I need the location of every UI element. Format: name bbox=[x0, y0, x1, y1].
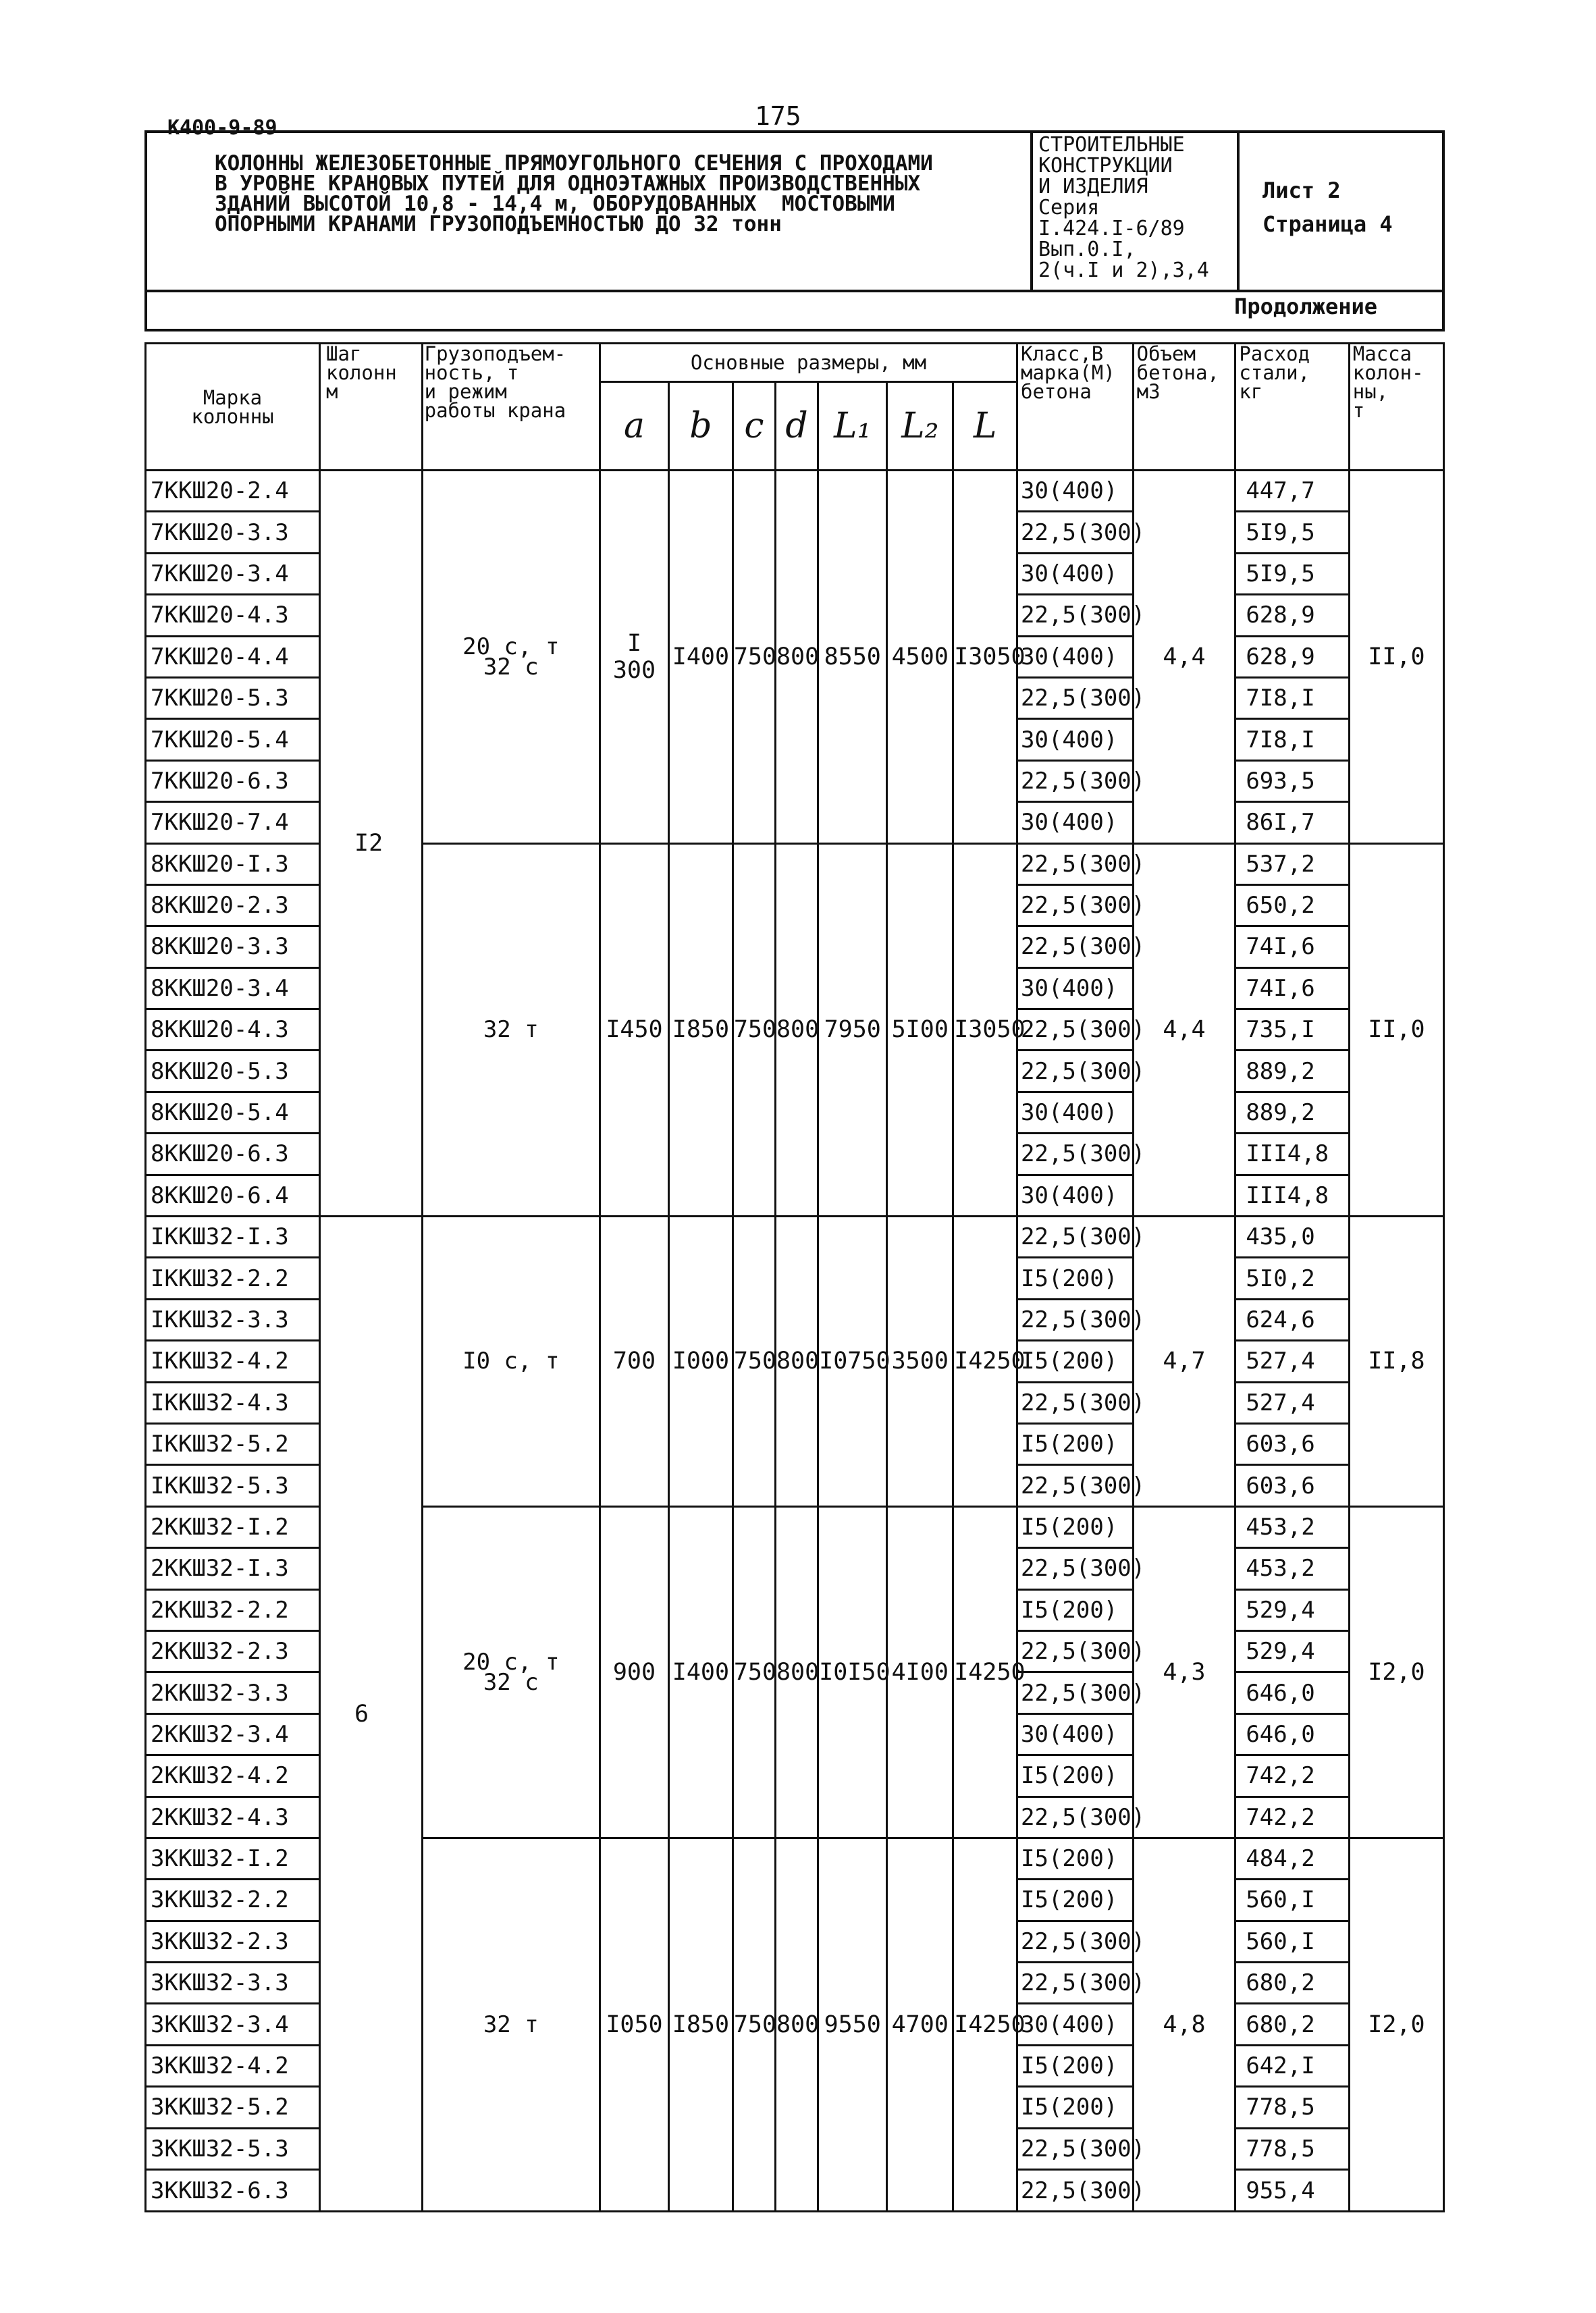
column-step: 6 bbox=[320, 1217, 423, 2212]
header-dim-l2: L₂ bbox=[887, 382, 953, 471]
steel-consumption: 435,0 bbox=[1235, 1217, 1349, 1258]
dim-a: 900 bbox=[600, 1506, 668, 1838]
table-header bbox=[146, 344, 1444, 471]
column-mass: II,8 bbox=[1349, 1217, 1443, 1507]
column-mark: 3ККШ32-3.4 bbox=[146, 2004, 320, 2045]
concrete-class: 22,5(300) bbox=[1017, 926, 1134, 967]
concrete-class: 30(400) bbox=[1017, 1092, 1134, 1133]
header-steel: Расход стали, кг bbox=[1235, 344, 1349, 471]
table-row bbox=[146, 1217, 1444, 1258]
concrete-class: 22,5(300) bbox=[1017, 677, 1134, 718]
steel-consumption: 778,5 bbox=[1235, 2087, 1349, 2128]
steel-consumption: 453,2 bbox=[1235, 1506, 1349, 1547]
concrete-class: 22,5(300) bbox=[1017, 760, 1134, 801]
steel-consumption: III4,8 bbox=[1235, 1134, 1349, 1175]
column-mark: 8ККШ20-5.3 bbox=[146, 1051, 320, 1092]
steel-consumption: III4,8 bbox=[1235, 1175, 1349, 1216]
concrete-class: I5(200) bbox=[1017, 1258, 1134, 1299]
dim-l: I4250 bbox=[953, 1838, 1017, 2211]
concrete-class: 30(400) bbox=[1017, 553, 1134, 594]
concrete-class: 22,5(300) bbox=[1017, 1009, 1134, 1051]
continuation-row bbox=[144, 292, 1445, 331]
dim-b: I000 bbox=[669, 1217, 733, 1507]
concrete-class: 22,5(300) bbox=[1017, 1797, 1134, 1838]
column-mark: 7ККШ20-2.4 bbox=[146, 471, 320, 512]
concrete-class: I5(200) bbox=[1017, 1341, 1134, 1382]
concrete-class: 30(400) bbox=[1017, 719, 1134, 760]
concrete-class: I5(200) bbox=[1017, 2045, 1134, 2086]
concrete-class: 30(400) bbox=[1017, 471, 1134, 512]
steel-consumption: 537,2 bbox=[1235, 843, 1349, 884]
header-dim-d: d bbox=[775, 382, 818, 471]
dim-l1: I0750 bbox=[818, 1217, 887, 1507]
column-mark: 8ККШ20-6.4 bbox=[146, 1175, 320, 1216]
concrete-class: 22,5(300) bbox=[1017, 2170, 1134, 2212]
steel-consumption: 453,2 bbox=[1235, 1548, 1349, 1589]
concrete-class: I5(200) bbox=[1017, 1755, 1134, 1797]
steel-consumption: 74I,6 bbox=[1235, 926, 1349, 967]
columns-table bbox=[144, 342, 1445, 2212]
steel-consumption: 680,2 bbox=[1235, 2004, 1349, 2045]
concrete-class: I5(200) bbox=[1017, 1506, 1134, 1547]
dim-c: 750 bbox=[733, 471, 775, 844]
title-block bbox=[144, 130, 1445, 292]
concrete-class: 22,5(300) bbox=[1017, 512, 1134, 553]
steel-consumption: 742,2 bbox=[1235, 1797, 1349, 1838]
concrete-class: I5(200) bbox=[1017, 1838, 1134, 1879]
concrete-volume: 4,4 bbox=[1133, 471, 1235, 844]
dim-c: 750 bbox=[733, 1506, 775, 1838]
concrete-class: 30(400) bbox=[1017, 636, 1134, 677]
crane-load: 32 т bbox=[422, 843, 600, 1217]
dim-d: 800 bbox=[775, 1506, 818, 1838]
header-dimensions: Основные размеры, мм bbox=[600, 344, 1017, 382]
concrete-class: 22,5(300) bbox=[1017, 1382, 1134, 1423]
steel-consumption: 628,9 bbox=[1235, 636, 1349, 677]
document-title bbox=[147, 133, 1033, 290]
steel-consumption: 74I,6 bbox=[1235, 967, 1349, 1009]
dim-l2: 4700 bbox=[887, 1838, 953, 2211]
concrete-class: 22,5(300) bbox=[1017, 1217, 1134, 1258]
concrete-volume: 4,7 bbox=[1133, 1217, 1235, 1507]
dim-l1: 8550 bbox=[818, 471, 887, 844]
dim-l: I4250 bbox=[953, 1217, 1017, 1507]
concrete-class: I5(200) bbox=[1017, 1880, 1134, 1921]
sheet-info bbox=[1240, 133, 1442, 290]
column-mark: 8ККШ20-4.3 bbox=[146, 1009, 320, 1051]
column-mass: II,0 bbox=[1349, 843, 1443, 1217]
column-mark: 7ККШ20-3.4 bbox=[146, 553, 320, 594]
crane-load: 32 т bbox=[422, 1838, 600, 2211]
concrete-class: 30(400) bbox=[1017, 802, 1134, 843]
steel-consumption: 742,2 bbox=[1235, 1755, 1349, 1797]
dim-a: I 300 bbox=[600, 471, 668, 844]
dim-a: I050 bbox=[600, 1838, 668, 2211]
column-mass: I2,0 bbox=[1349, 1506, 1443, 1838]
dim-l2: 5I00 bbox=[887, 843, 953, 1217]
steel-consumption: 86I,7 bbox=[1235, 802, 1349, 843]
header-dim-a: a bbox=[600, 382, 668, 471]
concrete-class: 22,5(300) bbox=[1017, 1630, 1134, 1672]
dim-c: 750 bbox=[733, 1838, 775, 2211]
column-mark: 3ККШ32-5.3 bbox=[146, 2128, 320, 2169]
column-mark: 7ККШ20-5.3 bbox=[146, 677, 320, 718]
column-mark: 8ККШ20-6.3 bbox=[146, 1134, 320, 1175]
column-mark: 8ККШ20-2.3 bbox=[146, 884, 320, 926]
table-body bbox=[146, 471, 1444, 2212]
header-concrete-class: Класс,В марка(М) бетона bbox=[1017, 344, 1134, 471]
table-row bbox=[146, 471, 1444, 512]
page-number: 175 bbox=[755, 101, 801, 131]
column-mark: 2ККШ32-4.2 bbox=[146, 1755, 320, 1797]
column-mark: 3ККШ32-2.2 bbox=[146, 1880, 320, 1921]
column-mass: II,0 bbox=[1349, 471, 1443, 844]
steel-consumption: 646,0 bbox=[1235, 1713, 1349, 1755]
dim-l1: 9550 bbox=[818, 1838, 887, 2211]
column-mark: 2ККШ32-I.3 bbox=[146, 1548, 320, 1589]
dim-b: I400 bbox=[669, 1506, 733, 1838]
dim-l2: 4I00 bbox=[887, 1506, 953, 1838]
title-line: КОЛОННЫ ЖЕЛЕЗОБЕТОННЫЕ ПРЯМОУГОЛЬНОГО СЕЧЕНИЯ С ПРОХОДАМИ bbox=[215, 151, 933, 176]
title-line: ЗДАНИЙ ВЫСОТОЙ 10,8 - 14,4 м, ОБОРУДОВАННЫХ МОСТОВЫМИ bbox=[215, 192, 895, 216]
column-mark: 8ККШ20-I.3 bbox=[146, 843, 320, 884]
steel-consumption: 484,2 bbox=[1235, 1838, 1349, 1879]
dim-b: I850 bbox=[669, 843, 733, 1217]
column-mark: 3ККШ32-4.2 bbox=[146, 2045, 320, 2086]
column-mark: 8ККШ20-5.4 bbox=[146, 1092, 320, 1133]
header-step: Шаг колонн м bbox=[320, 344, 423, 471]
concrete-volume: 4,3 bbox=[1133, 1506, 1235, 1838]
dim-b: I850 bbox=[669, 1838, 733, 2211]
column-mark: 3ККШ32-3.3 bbox=[146, 1963, 320, 2004]
column-mark: IККШ32-4.3 bbox=[146, 1382, 320, 1423]
series-line: СТРОИТЕЛЬНЫЕ bbox=[1038, 133, 1185, 157]
steel-consumption: 889,2 bbox=[1235, 1051, 1349, 1092]
dim-d: 800 bbox=[775, 843, 818, 1217]
header-dim-l1: L₁ bbox=[818, 382, 887, 471]
concrete-class: 22,5(300) bbox=[1017, 1051, 1134, 1092]
concrete-class: 22,5(300) bbox=[1017, 1465, 1134, 1506]
series-info bbox=[1033, 133, 1240, 290]
steel-consumption: 693,5 bbox=[1235, 760, 1349, 801]
column-mark: IККШ32-5.2 bbox=[146, 1423, 320, 1464]
steel-consumption: 735,I bbox=[1235, 1009, 1349, 1051]
steel-consumption: 628,9 bbox=[1235, 595, 1349, 636]
column-step: I2 bbox=[320, 471, 423, 1217]
column-mark: 8ККШ20-3.4 bbox=[146, 967, 320, 1009]
steel-consumption: 650,2 bbox=[1235, 884, 1349, 926]
crane-load: 20 с, т 32 с bbox=[422, 471, 600, 844]
series-line: И ИЗДЕЛИЯ bbox=[1038, 175, 1148, 198]
column-mark: IККШ32-4.2 bbox=[146, 1341, 320, 1382]
concrete-class: 22,5(300) bbox=[1017, 2128, 1134, 2169]
dim-d: 800 bbox=[775, 1217, 818, 1507]
column-mark: 2ККШ32-3.4 bbox=[146, 1713, 320, 1755]
steel-consumption: 646,0 bbox=[1235, 1672, 1349, 1713]
dim-l: I4250 bbox=[953, 1506, 1017, 1838]
sheet-line: Лист 2 bbox=[1262, 178, 1341, 203]
column-mark: 2ККШ32-4.3 bbox=[146, 1797, 320, 1838]
steel-consumption: 603,6 bbox=[1235, 1423, 1349, 1464]
column-mark: IККШ32-2.2 bbox=[146, 1258, 320, 1299]
concrete-class: 22,5(300) bbox=[1017, 1548, 1134, 1589]
dim-d: 800 bbox=[775, 1838, 818, 2211]
column-mark: IККШ32-5.3 bbox=[146, 1465, 320, 1506]
column-mark: 7ККШ20-7.4 bbox=[146, 802, 320, 843]
header-mark: Марка колонны bbox=[146, 344, 320, 471]
sheet-line: Страница 4 bbox=[1262, 211, 1393, 237]
steel-consumption: 7I8,I bbox=[1235, 719, 1349, 760]
dim-l1: I0I50 bbox=[818, 1506, 887, 1838]
dim-d: 800 bbox=[775, 471, 818, 844]
steel-consumption: 642,I bbox=[1235, 2045, 1349, 2086]
title-line: В УРОВНЕ КРАНОВЫХ ПУТЕЙ ДЛЯ ОДНОЭТАЖНЫХ ПРОИЗВОДСТВЕННЫХ bbox=[215, 171, 921, 196]
header-dim-l: L bbox=[953, 382, 1017, 471]
steel-consumption: 527,4 bbox=[1235, 1382, 1349, 1423]
steel-consumption: 889,2 bbox=[1235, 1092, 1349, 1133]
column-mark: IККШ32-I.3 bbox=[146, 1217, 320, 1258]
concrete-class: 30(400) bbox=[1017, 967, 1134, 1009]
header-load: Грузоподъем- ность, т и режим работы крана bbox=[422, 344, 600, 471]
concrete-class: 22,5(300) bbox=[1017, 884, 1134, 926]
header-concrete-volume: Объем бетона, м3 bbox=[1133, 344, 1235, 471]
series-line: 2(ч.I и 2),3,4 bbox=[1038, 259, 1209, 282]
steel-consumption: 5I0,2 bbox=[1235, 1258, 1349, 1299]
document-code: К400-9-89 bbox=[167, 116, 277, 140]
concrete-class: 30(400) bbox=[1017, 1175, 1134, 1216]
series-line: Серия bbox=[1038, 196, 1100, 219]
steel-consumption: 529,4 bbox=[1235, 1630, 1349, 1672]
column-mark: 7ККШ20-4.3 bbox=[146, 595, 320, 636]
dim-a: I450 bbox=[600, 843, 668, 1217]
series-line: Вып.0.I, bbox=[1038, 238, 1136, 261]
column-mark: 2ККШ32-3.3 bbox=[146, 1672, 320, 1713]
column-mark: 2ККШ32-2.2 bbox=[146, 1589, 320, 1630]
dim-c: 750 bbox=[733, 843, 775, 1217]
column-mark: 3ККШ32-I.2 bbox=[146, 1838, 320, 1879]
series-line: I.424.I-6/89 bbox=[1038, 217, 1185, 240]
concrete-class: I5(200) bbox=[1017, 1589, 1134, 1630]
column-mark: 7ККШ20-4.4 bbox=[146, 636, 320, 677]
steel-consumption: 680,2 bbox=[1235, 1963, 1349, 2004]
dim-l: I3050 bbox=[953, 843, 1017, 1217]
continuation-label: Продолжение bbox=[1234, 294, 1377, 319]
concrete-class: 22,5(300) bbox=[1017, 1672, 1134, 1713]
concrete-class: 30(400) bbox=[1017, 2004, 1134, 2045]
concrete-class: I5(200) bbox=[1017, 2087, 1134, 2128]
steel-consumption: 955,4 bbox=[1235, 2170, 1349, 2212]
dim-l2: 3500 bbox=[887, 1217, 953, 1507]
column-mark: 2ККШ32-2.3 bbox=[146, 1630, 320, 1672]
series-line: КОНСТРУКЦИИ bbox=[1038, 154, 1173, 178]
column-mark: 2ККШ32-I.2 bbox=[146, 1506, 320, 1547]
concrete-class: 22,5(300) bbox=[1017, 1921, 1134, 1962]
column-mark: 3ККШ32-5.2 bbox=[146, 2087, 320, 2128]
dim-c: 750 bbox=[733, 1217, 775, 1507]
crane-load: I0 с, т bbox=[422, 1217, 600, 1507]
column-mark: 7ККШ20-6.3 bbox=[146, 760, 320, 801]
crane-load: 20 с, т 32 с bbox=[422, 1506, 600, 1838]
header-dim-c: c bbox=[733, 382, 775, 471]
concrete-class: 22,5(300) bbox=[1017, 1963, 1134, 2004]
steel-consumption: 560,I bbox=[1235, 1921, 1349, 1962]
steel-consumption: 447,7 bbox=[1235, 471, 1349, 512]
header-mass: Масса колон- ны, т bbox=[1349, 344, 1443, 471]
concrete-class: 22,5(300) bbox=[1017, 1299, 1134, 1340]
steel-consumption: 527,4 bbox=[1235, 1341, 1349, 1382]
column-mark: 8ККШ20-3.3 bbox=[146, 926, 320, 967]
concrete-class: 22,5(300) bbox=[1017, 595, 1134, 636]
header-dim-b: b bbox=[669, 382, 733, 471]
column-mass: I2,0 bbox=[1349, 1838, 1443, 2211]
dim-l1: 7950 bbox=[818, 843, 887, 1217]
title-line: ОПОРНЫМИ КРАНАМИ ГРУЗОПОДЪЕМНОСТЬЮ ДО 32 тонн bbox=[215, 212, 782, 236]
steel-consumption: 5I9,5 bbox=[1235, 512, 1349, 553]
dim-a: 700 bbox=[600, 1217, 668, 1507]
concrete-class: 22,5(300) bbox=[1017, 1134, 1134, 1175]
steel-consumption: 560,I bbox=[1235, 1880, 1349, 1921]
dim-l2: 4500 bbox=[887, 471, 953, 844]
steel-consumption: 603,6 bbox=[1235, 1465, 1349, 1506]
steel-consumption: 624,6 bbox=[1235, 1299, 1349, 1340]
column-mark: 3ККШ32-6.3 bbox=[146, 2170, 320, 2212]
column-mark: IККШ32-3.3 bbox=[146, 1299, 320, 1340]
dim-l: I3050 bbox=[953, 471, 1017, 844]
concrete-volume: 4,8 bbox=[1133, 1838, 1235, 2211]
steel-consumption: 529,4 bbox=[1235, 1589, 1349, 1630]
steel-consumption: 7I8,I bbox=[1235, 677, 1349, 718]
column-mark: 7ККШ20-5.4 bbox=[146, 719, 320, 760]
concrete-class: I5(200) bbox=[1017, 1423, 1134, 1464]
concrete-volume: 4,4 bbox=[1133, 843, 1235, 1217]
concrete-class: 30(400) bbox=[1017, 1713, 1134, 1755]
steel-consumption: 5I9,5 bbox=[1235, 553, 1349, 594]
steel-consumption: 778,5 bbox=[1235, 2128, 1349, 2169]
column-mark: 7ККШ20-3.3 bbox=[146, 512, 320, 553]
column-mark: 3ККШ32-2.3 bbox=[146, 1921, 320, 1962]
concrete-class: 22,5(300) bbox=[1017, 843, 1134, 884]
dim-b: I400 bbox=[669, 471, 733, 844]
